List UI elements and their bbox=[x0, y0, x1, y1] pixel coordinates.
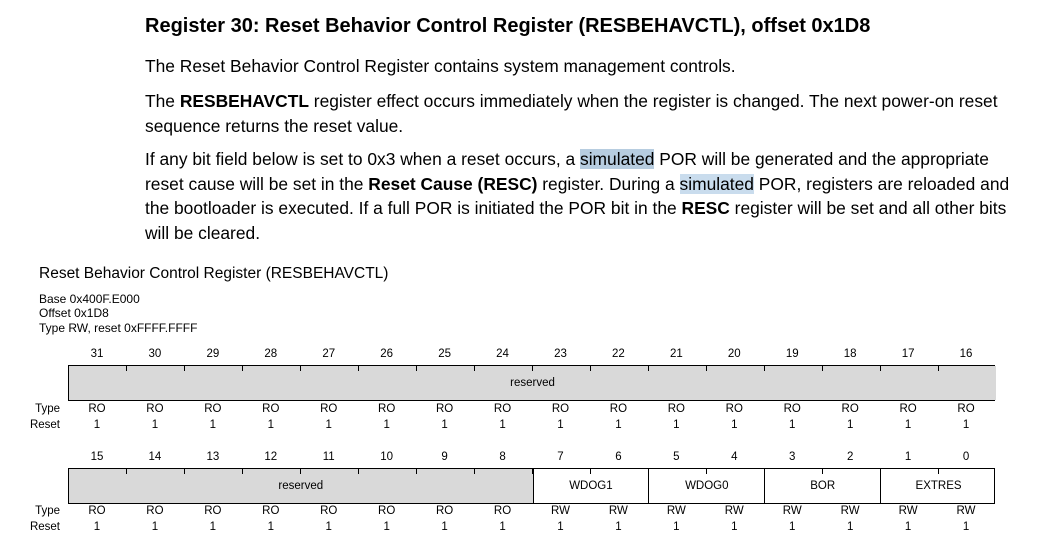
bit-reset-value: 1 bbox=[557, 419, 564, 431]
bit-tick-mark bbox=[648, 469, 649, 474]
upper-bit-numbers bbox=[68, 348, 995, 362]
bit-reset-value: 1 bbox=[325, 419, 332, 431]
bit-tick-mark bbox=[532, 469, 533, 474]
bit-type: RO bbox=[320, 403, 338, 415]
bit-number: 25 bbox=[438, 348, 451, 360]
bit-reset-value: 1 bbox=[209, 521, 217, 533]
bit-number: 7 bbox=[557, 451, 564, 463]
bit-tick-mark bbox=[474, 469, 475, 474]
bit-number: 6 bbox=[615, 451, 622, 463]
bit-reset-value: 1 bbox=[962, 419, 970, 431]
lower-type-label: Type bbox=[35, 505, 60, 517]
bit-number: 5 bbox=[673, 451, 680, 463]
bit-number: 12 bbox=[264, 451, 278, 463]
bit-type: RO bbox=[378, 505, 396, 517]
bit-type: RW bbox=[956, 505, 976, 517]
bit-number: 17 bbox=[901, 348, 915, 360]
bit-reset-value: 1 bbox=[962, 521, 970, 533]
upper-reset-label: Reset bbox=[29, 419, 60, 431]
bit-number: 21 bbox=[669, 348, 683, 360]
reserved-field: reserved bbox=[69, 469, 533, 503]
register-offset: Offset 0x1D8 bbox=[39, 306, 109, 320]
description-paragraph-2: The RESBEHAVCTL register effect occurs immediately when the register is changed. The next power-on reset sequence returns the reset value. bbox=[145, 91, 998, 136]
bit-number: 24 bbox=[496, 348, 509, 360]
register-base: Base 0x400F.E000 bbox=[39, 292, 140, 306]
bit-tick-mark bbox=[358, 469, 359, 474]
bit-number: 4 bbox=[731, 451, 738, 463]
register-diagram-title: Reset Behavior Control Register (RESBEHAVCTL) bbox=[39, 265, 389, 282]
bit-number: 19 bbox=[785, 348, 799, 360]
bit-reset-value: 1 bbox=[441, 419, 448, 431]
field-wdog0: WDOG0 bbox=[648, 469, 764, 503]
bit-tick-mark bbox=[706, 469, 707, 474]
bit-tick-mark bbox=[822, 366, 823, 371]
bit-reset-value: 1 bbox=[731, 521, 738, 533]
bit-number: 22 bbox=[612, 348, 625, 360]
bit-tick-mark bbox=[880, 366, 881, 371]
bit-tick-mark bbox=[822, 469, 823, 474]
bit-type: RO bbox=[551, 403, 570, 415]
bit-reset-value: 1 bbox=[789, 419, 796, 431]
upper-reset-values bbox=[68, 419, 995, 433]
bit-type: RW bbox=[724, 505, 744, 517]
bit-reset-value: 1 bbox=[93, 419, 101, 431]
bit-number: 2 bbox=[846, 451, 854, 463]
bit-reset-value: 1 bbox=[499, 419, 506, 431]
bit-number: 8 bbox=[499, 451, 506, 463]
bit-number: 29 bbox=[206, 348, 220, 360]
bit-number: 30 bbox=[148, 348, 162, 360]
bit-number: 16 bbox=[959, 348, 973, 360]
bit-number: 10 bbox=[380, 451, 394, 463]
bit-type: RW bbox=[550, 505, 570, 517]
bit-tick-mark bbox=[184, 469, 185, 474]
bit-tick-mark bbox=[416, 469, 417, 474]
bit-tick-mark bbox=[706, 366, 707, 371]
bit-reset-value: 1 bbox=[93, 521, 101, 533]
bit-type: RO bbox=[204, 505, 222, 517]
bit-reset-value: 1 bbox=[209, 419, 217, 431]
bit-tick-mark bbox=[184, 366, 185, 371]
bit-number: 11 bbox=[322, 451, 335, 463]
bit-reset-value: 1 bbox=[441, 521, 448, 533]
bit-type: RW bbox=[608, 505, 628, 517]
bit-tick-mark bbox=[300, 366, 301, 371]
field-extres: EXTRES bbox=[880, 469, 996, 503]
bit-number: 3 bbox=[789, 451, 796, 463]
register-type-reset: Type RW, reset 0xFFFF.FFFF bbox=[39, 321, 198, 335]
bit-type: RO bbox=[88, 403, 106, 415]
bit-type: RO bbox=[435, 505, 454, 517]
bit-number: 31 bbox=[90, 348, 104, 360]
lower-bit-numbers bbox=[68, 451, 995, 465]
bit-tick-mark bbox=[764, 469, 765, 474]
field-wdog1: WDOG1 bbox=[533, 469, 649, 503]
bit-tick-mark bbox=[938, 366, 939, 371]
bit-type: RO bbox=[262, 505, 280, 517]
bit-number: 18 bbox=[843, 348, 857, 360]
bit-reset-value: 1 bbox=[615, 521, 622, 533]
bit-type: RO bbox=[262, 403, 280, 415]
bit-tick-mark bbox=[532, 366, 533, 371]
bit-number: 26 bbox=[380, 348, 394, 360]
bit-type: RW bbox=[666, 505, 686, 517]
bit-number: 14 bbox=[148, 451, 162, 463]
search-highlight-1: simulated bbox=[580, 149, 655, 169]
bit-type: RO bbox=[841, 403, 859, 415]
bit-tick-mark bbox=[648, 366, 649, 371]
bit-tick-mark bbox=[590, 366, 591, 371]
bit-reset-value: 1 bbox=[267, 419, 274, 431]
bit-number: 28 bbox=[264, 348, 278, 360]
bit-type: RO bbox=[146, 403, 164, 415]
bit-reset-value: 1 bbox=[151, 419, 159, 431]
bit-reset-value: 1 bbox=[383, 419, 390, 431]
bit-tick-mark bbox=[474, 366, 475, 371]
bit-reset-value: 1 bbox=[789, 521, 796, 533]
bit-reset-value: 1 bbox=[904, 419, 912, 431]
bit-reset-value: 1 bbox=[615, 419, 622, 431]
register-name-bold: RESBEHAVCTL bbox=[179, 91, 309, 111]
reserved-field: reserved bbox=[69, 366, 996, 400]
bit-number: 27 bbox=[322, 348, 336, 360]
bit-type: RW bbox=[840, 505, 860, 517]
bit-tick-mark bbox=[764, 366, 765, 371]
bit-type: RO bbox=[899, 403, 917, 415]
bit-reset-value: 1 bbox=[731, 419, 738, 431]
bit-tick-mark bbox=[590, 469, 591, 474]
bit-reset-value: 1 bbox=[267, 521, 274, 533]
bit-tick-mark bbox=[358, 366, 359, 371]
bit-type: RO bbox=[88, 505, 106, 517]
bit-reset-value: 1 bbox=[673, 419, 680, 431]
bit-tick-mark bbox=[880, 469, 881, 474]
bit-type: RO bbox=[320, 505, 338, 517]
description-paragraph-1: The Reset Behavior Control Register contains system management controls. bbox=[145, 56, 736, 76]
bit-number: 0 bbox=[962, 451, 970, 463]
bit-number: 13 bbox=[206, 451, 220, 463]
bit-reset-value: 1 bbox=[383, 521, 390, 533]
field-bor: BOR bbox=[764, 469, 880, 503]
bit-type: RO bbox=[146, 505, 164, 517]
bit-number: 23 bbox=[554, 348, 567, 360]
lower-register-box bbox=[68, 468, 995, 504]
bit-type: RO bbox=[783, 403, 801, 415]
bit-number: 20 bbox=[727, 348, 741, 360]
bit-type: RO bbox=[725, 403, 743, 415]
lower-type-values bbox=[68, 505, 995, 519]
bit-number: 15 bbox=[90, 451, 104, 463]
upper-type-values bbox=[68, 403, 995, 417]
bit-reset-value: 1 bbox=[325, 521, 332, 533]
bit-number: 1 bbox=[904, 451, 912, 463]
register-heading: Register 30: Reset Behavior Control Register (RESBEHAVCTL), offset 0x1D8 bbox=[145, 15, 871, 37]
bit-type: RO bbox=[493, 505, 512, 517]
bit-type: RO bbox=[204, 403, 222, 415]
bit-type: RO bbox=[957, 403, 975, 415]
lower-reset-label: Reset bbox=[29, 521, 60, 533]
bit-reset-value: 1 bbox=[846, 521, 854, 533]
bit-tick-mark bbox=[126, 366, 127, 371]
bit-tick-mark bbox=[242, 469, 243, 474]
search-highlight-2: simulated bbox=[679, 173, 754, 194]
bit-tick-mark bbox=[126, 469, 127, 474]
bit-tick-mark bbox=[242, 366, 243, 371]
bit-reset-value: 1 bbox=[499, 521, 506, 533]
description-paragraph-3: If any bit field below is set to 0x3 when a reset occurs, a simulated POR will be generated and the appropriate reset cause will be set in the Reset Cause (RESC) register. During a simulated POR, registers are reloaded and the bootloader is executed. If a full POR is initiated the POR bit in the RESC register will be set and all other bits will be cleared. bbox=[145, 149, 1010, 243]
bit-tick-mark bbox=[300, 469, 301, 474]
bit-reset-value: 1 bbox=[904, 521, 912, 533]
bit-type: RO bbox=[493, 403, 512, 415]
resc-short-bold: RESC bbox=[681, 198, 730, 218]
bit-number: 9 bbox=[441, 451, 448, 463]
bit-tick-mark bbox=[938, 469, 939, 474]
bit-reset-value: 1 bbox=[151, 521, 159, 533]
bit-tick-mark bbox=[416, 366, 417, 371]
bit-reset-value: 1 bbox=[846, 419, 854, 431]
bit-reset-value: 1 bbox=[673, 521, 680, 533]
upper-type-label: Type bbox=[35, 403, 60, 415]
bit-type: RW bbox=[898, 505, 918, 517]
upper-register-box bbox=[68, 365, 995, 401]
bit-type: RO bbox=[435, 403, 454, 415]
bit-type: RO bbox=[378, 403, 396, 415]
bit-type: RO bbox=[609, 403, 628, 415]
resc-bold: Reset Cause (RESC) bbox=[368, 173, 538, 194]
bit-type: RO bbox=[667, 403, 685, 415]
bit-reset-value: 1 bbox=[557, 521, 564, 533]
lower-reset-values bbox=[68, 521, 995, 535]
bit-type: RW bbox=[782, 505, 802, 517]
